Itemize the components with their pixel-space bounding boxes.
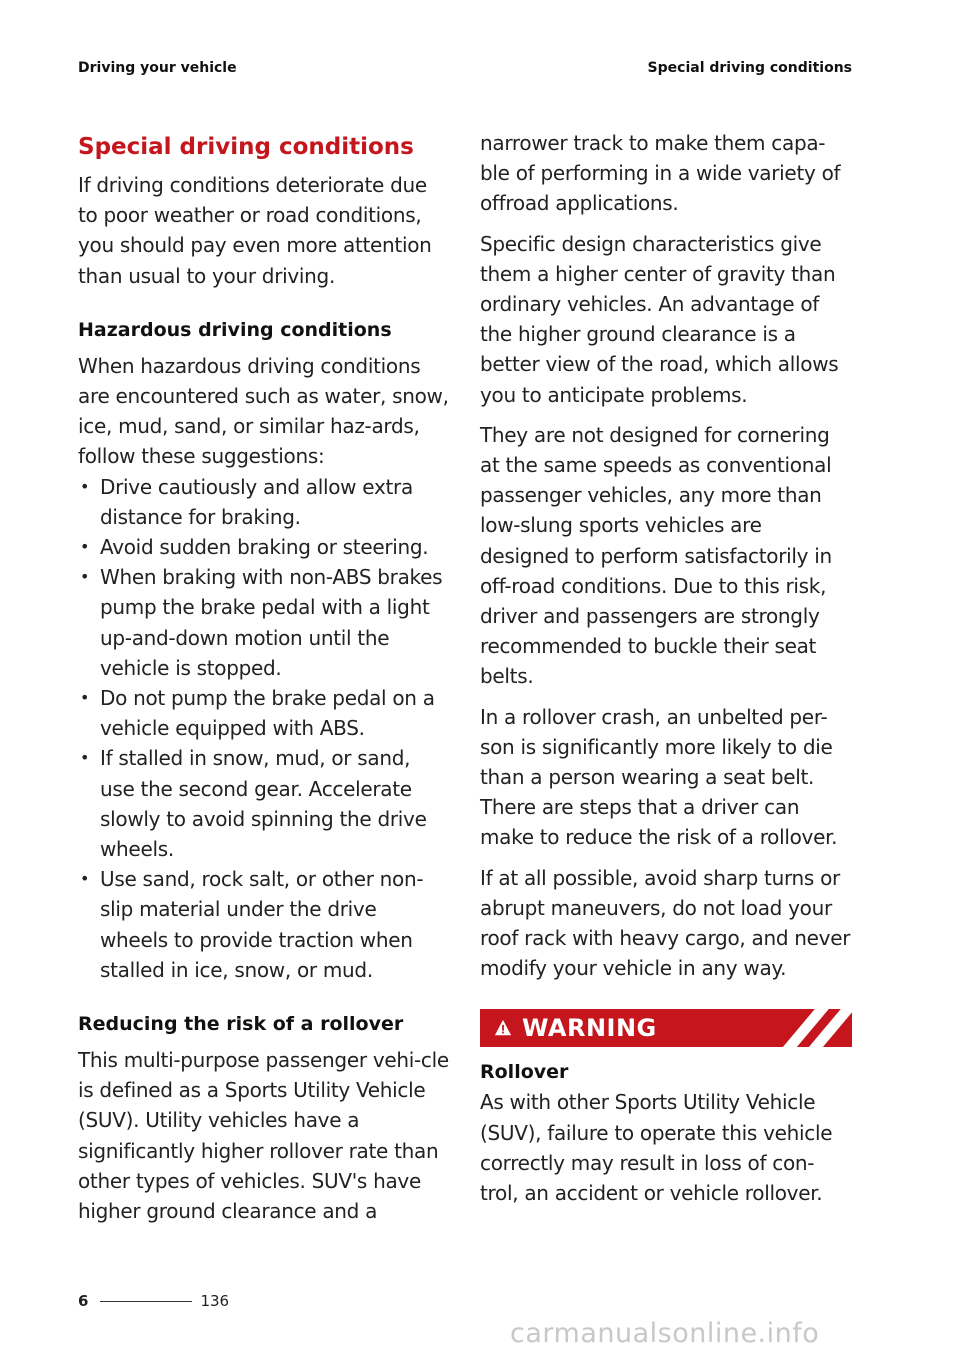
list-item: • When braking with non-ABS brakes pump the brake pedal with a light up-and-down motion until the vehicle is stopped. bbox=[78, 562, 450, 683]
intro-paragraph: If driving conditions deteriorate due to poor weather or road conditions, you should pay even more attention than usual to your driving. bbox=[78, 173, 432, 288]
page-number: 136 bbox=[200, 1292, 230, 1310]
footer-rule bbox=[100, 1301, 192, 1302]
list-item: • Drive cautiously and allow extra distance for braking. bbox=[78, 472, 450, 532]
right-column bbox=[480, 128, 852, 1218]
header-section-title: Driving your vehicle bbox=[78, 60, 237, 76]
warning-banner bbox=[480, 1009, 852, 1047]
body-paragraph: Specific design characteristics give them a higher center of gravity than ordinary vehicles. An advantage of the higher ground clearance is a better view of the road, which allows you to anticipate problems. bbox=[480, 231, 839, 407]
warning-label: WARNING bbox=[522, 1014, 657, 1043]
list-item: • Do not pump the brake pedal on a vehicle equipped with ABS. bbox=[78, 683, 450, 743]
list-item: • Use sand, rock salt, or other non-slip material under the drive wheels to provide traction when stalled in ice, snow, or mud. bbox=[78, 864, 450, 985]
chapter-number: 6 bbox=[78, 1292, 89, 1310]
hazard-intro-paragraph: When hazardous driving conditions are encountered such as water, snow, ice, mud, sand, or similar haz-ards, follow these suggestions: bbox=[78, 353, 449, 469]
rollover-paragraph: This multi-purpose passenger vehi-cle is defined as a Sports Utility Vehicle (SUV). Utility vehicles have a significantly higher rollover rate than other types of vehicles. SUV's have higher ground clearance and a bbox=[78, 1048, 449, 1224]
rollover-heading: Reducing the risk of a rollover bbox=[78, 1013, 404, 1036]
left-column bbox=[78, 128, 450, 1236]
list-item: • Avoid sudden braking or steering. bbox=[78, 532, 450, 562]
hazard-heading: Hazardous driving conditions bbox=[78, 318, 392, 341]
hazard-suggestion-list bbox=[78, 472, 450, 985]
page-footer bbox=[78, 1292, 229, 1310]
list-item: • If stalled in snow, mud, or sand, use the second gear. Accelerate slowly to avoid spinning the drive wheels. bbox=[78, 743, 450, 864]
watermark: carmanualsonline.info bbox=[510, 1318, 820, 1349]
section-title: Special driving conditions bbox=[78, 134, 414, 160]
warning-subheading: Rollover bbox=[480, 1061, 569, 1084]
body-paragraph: If at all possible, avoid sharp turns or abrupt maneuvers, do not load your roof rack with heavy cargo, and never modify your vehicle in any way. bbox=[480, 865, 851, 981]
body-paragraph: narrower track to make them capa-ble of performing in a wide variety of offroad applications. bbox=[480, 131, 841, 216]
warning-paragraph: As with other Sports Utility Vehicle (SUV), failure to operate this vehicle correctly may result in loss of con-trol, an accident or vehicle rollover. bbox=[480, 1090, 833, 1206]
body-paragraph: They are not designed for cornering at the same speeds as conventional passenger vehicles, any more than low-slung sports vehicles are designed to perform satisfactorily in off-road conditions. Due to this risk, driver and passengers are strongly recommended to buckle their seat belts. bbox=[480, 422, 832, 689]
header-page-topic: Special driving conditions bbox=[647, 60, 852, 76]
warning-triangle-icon bbox=[494, 1019, 512, 1037]
body-paragraph: In a rollover crash, an unbelted per-son is significantly more likely to die than a person wearing a seat belt. There are steps that a driver can make to reduce the risk of a rollover. bbox=[480, 704, 838, 850]
